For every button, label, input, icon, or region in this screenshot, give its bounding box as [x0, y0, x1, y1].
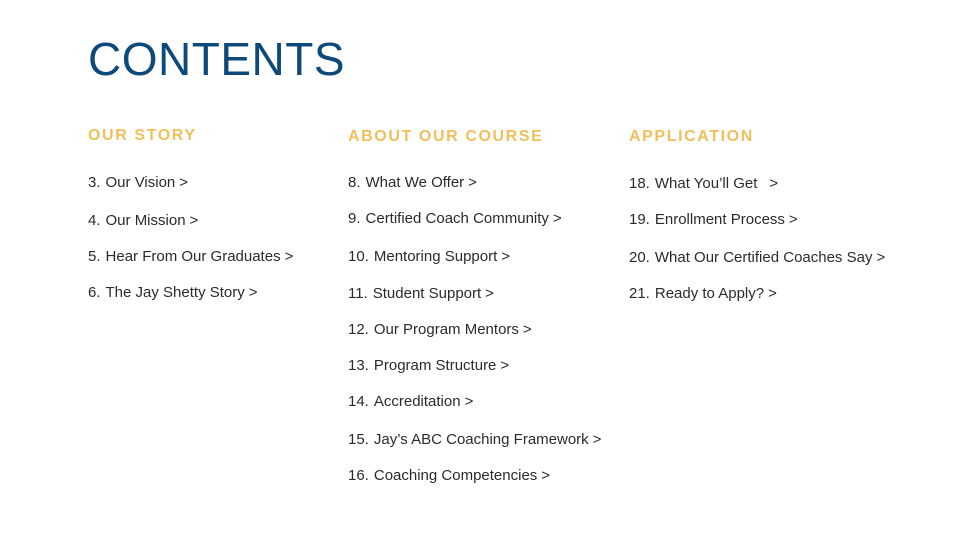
toc-item-certified-coach-community[interactable] — [348, 210, 562, 227]
item-label: Hear From Our Graduates — [105, 248, 281, 265]
item-number: 6. — [88, 284, 101, 301]
item-label: The Jay Shetty Story — [105, 284, 245, 301]
chevron-right-icon: > — [248, 284, 258, 301]
toc-item-program-mentors[interactable] — [348, 321, 532, 338]
chevron-right-icon: > — [768, 285, 777, 302]
item-label: What You’ll Get — [654, 175, 758, 192]
item-number: 13. — [348, 357, 369, 374]
toc-item-our-mission[interactable] — [88, 212, 198, 229]
item-number: 18. — [629, 175, 650, 192]
item-label: What We Offer — [365, 174, 465, 191]
item-number: 8. — [348, 174, 361, 191]
section-heading: ABOUT OUR COURSE — [348, 128, 544, 145]
item-number: 12. — [348, 321, 369, 338]
item-number: 5. — [88, 248, 101, 265]
chevron-right-icon: > — [485, 285, 494, 302]
toc-item-mentoring-support[interactable] — [348, 248, 510, 265]
toc-item-coaching-competencies[interactable] — [348, 467, 550, 484]
item-label: Our Vision — [105, 174, 176, 191]
item-label: Certified Coach Community — [365, 210, 549, 227]
item-number: 4. — [88, 212, 101, 229]
toc-item-accreditation[interactable] — [348, 393, 473, 410]
chevron-right-icon: > — [522, 321, 532, 338]
chevron-right-icon: > — [788, 211, 798, 228]
chevron-right-icon: > — [876, 249, 886, 266]
section-heading: OUR STORY — [88, 127, 197, 144]
chevron-right-icon: > — [501, 248, 511, 265]
item-number: 10. — [348, 248, 369, 265]
chevron-right-icon: > — [500, 357, 510, 374]
toc-item-what-we-offer[interactable] — [348, 174, 477, 191]
page-title: CONTENTS — [88, 33, 345, 85]
item-label: Ready to Apply? — [654, 285, 765, 302]
chevron-right-icon: > — [468, 174, 477, 191]
item-number: 9. — [348, 210, 361, 227]
chevron-right-icon: > — [541, 467, 551, 484]
item-number: 14. — [348, 393, 369, 410]
toc-item-certified-coaches-say[interactable] — [629, 249, 885, 266]
chevron-right-icon: > — [552, 210, 562, 227]
toc-item-jay-shetty-story[interactable] — [88, 284, 258, 301]
toc-item-student-support[interactable] — [348, 285, 494, 302]
chevron-right-icon: > — [189, 212, 199, 229]
item-label: Jay’s ABC Coaching Framework — [373, 431, 589, 448]
toc-item-program-structure[interactable] — [348, 357, 509, 374]
item-number: 3. — [88, 174, 101, 191]
item-number: 16. — [348, 467, 369, 484]
item-label: Our Program Mentors — [373, 321, 519, 338]
item-number: 20. — [629, 249, 650, 266]
item-label: Our Mission — [105, 212, 186, 229]
section-heading: APPLICATION — [629, 128, 754, 145]
item-number: 15. — [348, 431, 369, 448]
chevron-right-icon: > — [179, 174, 189, 191]
item-number: 21. — [629, 285, 650, 302]
item-number: 19. — [629, 211, 650, 228]
toc-item-hear-from-graduates[interactable] — [88, 248, 293, 265]
toc-item-what-youll-get[interactable] — [629, 175, 778, 192]
item-label: Coaching Competencies — [373, 467, 538, 484]
chevron-right-icon: > — [464, 393, 474, 410]
chevron-right-icon: > — [284, 248, 294, 265]
item-label: Mentoring Support — [373, 248, 498, 265]
toc-item-our-vision[interactable] — [88, 174, 188, 191]
item-label: Student Support — [372, 285, 482, 302]
item-number: 11. — [348, 285, 368, 302]
item-label: Accreditation — [373, 393, 461, 410]
item-label: Program Structure — [373, 357, 497, 374]
toc-item-ready-to-apply[interactable] — [629, 285, 777, 302]
chevron-right-icon: > — [769, 175, 779, 192]
toc-item-enrollment-process[interactable] — [629, 211, 798, 228]
chevron-right-icon: > — [592, 431, 602, 448]
item-label: Enrollment Process — [654, 211, 785, 228]
item-label: What Our Certified Coaches Say — [654, 249, 873, 266]
toc-item-abc-coaching-framework[interactable] — [348, 431, 601, 448]
